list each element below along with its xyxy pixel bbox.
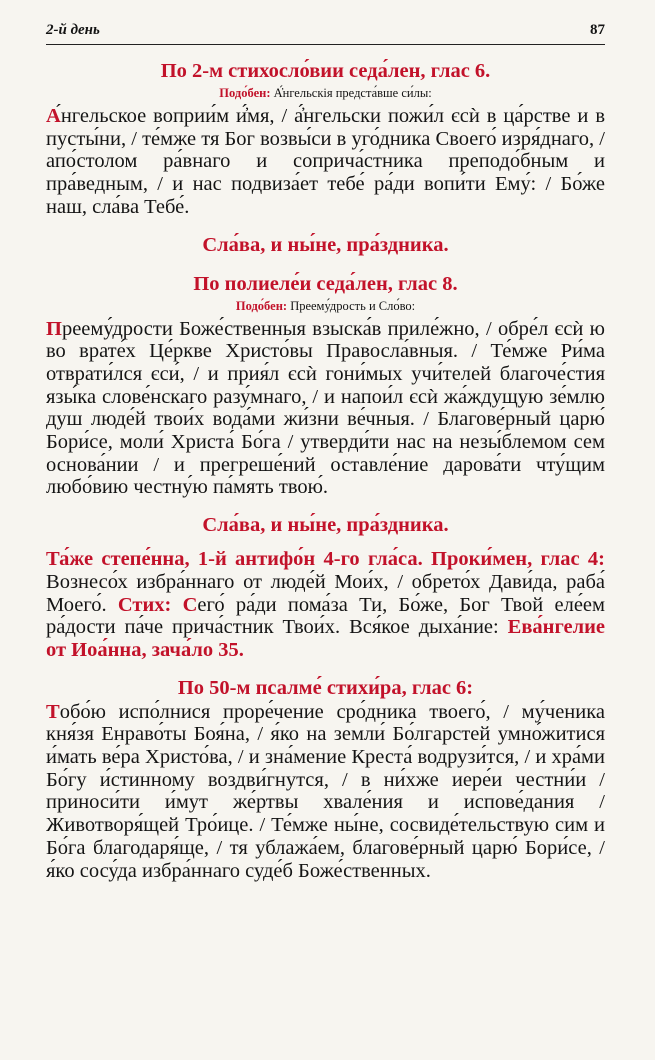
stih-initial: С [182, 593, 198, 616]
initial-letter: А [46, 105, 61, 127]
prokimen-paragraph [46, 548, 605, 662]
running-title: 2-й день [46, 22, 100, 38]
stihira-text [46, 701, 605, 883]
slava-heading-1: Сла́ва, и ны́не, пра́здника. [202, 233, 449, 256]
stepenna-intro: Та́же степе́нна, 1-й антифо́н 4-го гла́са. Проки́мен, глас 4: [46, 548, 605, 571]
page-number: 87 [590, 22, 605, 38]
podoben-label: Подо́бен: [235, 298, 288, 313]
body-text: реему́дрости Боже́ственныя взыска́в приле́жно, / обре́л єсѝ ю во врате́х Це́ркве Христо́вы Правосла́вныя. / Те́мже Ри́ма отврати́лся єси́, / и прия́л єсѝ гони́мых учи́телей благоче́стия язы́ка слове́нскаго разу́мнаго, / и напои́л єсѝ жа́ждущую зе́млю душ люде́й твои́х вода́ми жи́зни ве́чныя. / Благове́рный царю́ Бори́се, моли́ Христа́ Бо́га / утверди́ти нас на незы́блемом сем основа́нии / и прегреше́ний оставле́ние дарова́ти чту́щим любо́вию честну́ю па́мять твою́. [46, 317, 605, 499]
stih-text: его́ ра́ди пома́за Ти, Бо́же, Бог Твой еле́ем ра́дости па́че прича́стник Твои́х. Вся́кое дыха́ние: [46, 593, 606, 639]
stihira-heading: По 50-м псалме́ стихи́ра, глас 6: [177, 676, 474, 699]
gospel-reference: Ева́нгелие от Иоа́нна, зача́ло 35. [46, 616, 605, 661]
sedalen-text-1 [46, 105, 605, 219]
initial-letter: П [46, 317, 62, 340]
prokimen-text: ознесо́х избра́ннаго от люде́й Мои́х, / обрето́х Дави́да, раба́ Моего́. [46, 570, 605, 616]
body-text: ́нгельское воприи́м и҆́мя, / а҆́нгельски пожи́л єсѝ в ца́рстве и в пусты́ни, / те́мже тя Бог возвы́си в уго́дника Своего́ изря́днаго, / апо́столом ра́внаго и соприча́стника преподо́бным и пра́ведным, / и нас подвиза́ет тебе́ ра́ди вопи́ти Ему́: / Бо́же наш, сла́ва Тебе́. [46, 105, 605, 218]
stih-label: Стих: [117, 593, 183, 616]
running-header [46, 22, 605, 45]
slava-heading-2: Сла́ва, и ны́не, пра́здника. [202, 514, 449, 537]
prokimen-initial: В [46, 570, 60, 593]
podoben-label: Подо́бен: [219, 86, 271, 100]
podoben-line-2 [46, 298, 605, 314]
sedalen-text-2 [46, 318, 605, 500]
podoben-line-1 [46, 85, 605, 101]
sedalen-heading-2: По полиеле́и седа́лен, глас 8. [193, 272, 458, 295]
body-text: обо́ю испо́лнися проре́чение сро́дника твоего́, / му́ченика кня́зя Енраво́ты Боя́на, / я́ко на земли́ Бо́лгарстей умно́житися и́мать ве́ра Христо́ва, / и зна́мение Креста́ водрузи́тся, / и хра́ми Бо́гу и́стинному воздви́гнутся, / в ни́хже иере́и честни́и / приноси́ти и́мут же́ртвы хвале́ния и испове́дания / Животворя́щей Тро́ице. / Те́мже ны́не, сосвиде́тельствую сим и Бо́га благодаря́ще, / тя ублажа́ем, благове́рный царю́ Бори́се, / я́ко сосу́да избра́ннаго суде́б Боже́ственных. [46, 700, 605, 882]
initial-letter: Т [46, 700, 60, 723]
podoben-text: Преему́дрость и Сло́во: [290, 298, 416, 313]
podoben-text: А҆́нгельскія предста́вше си́лы: [273, 86, 432, 100]
sedalen-heading-1: По 2-м стихосло́вии седа́лен, глас 6. [160, 60, 491, 82]
